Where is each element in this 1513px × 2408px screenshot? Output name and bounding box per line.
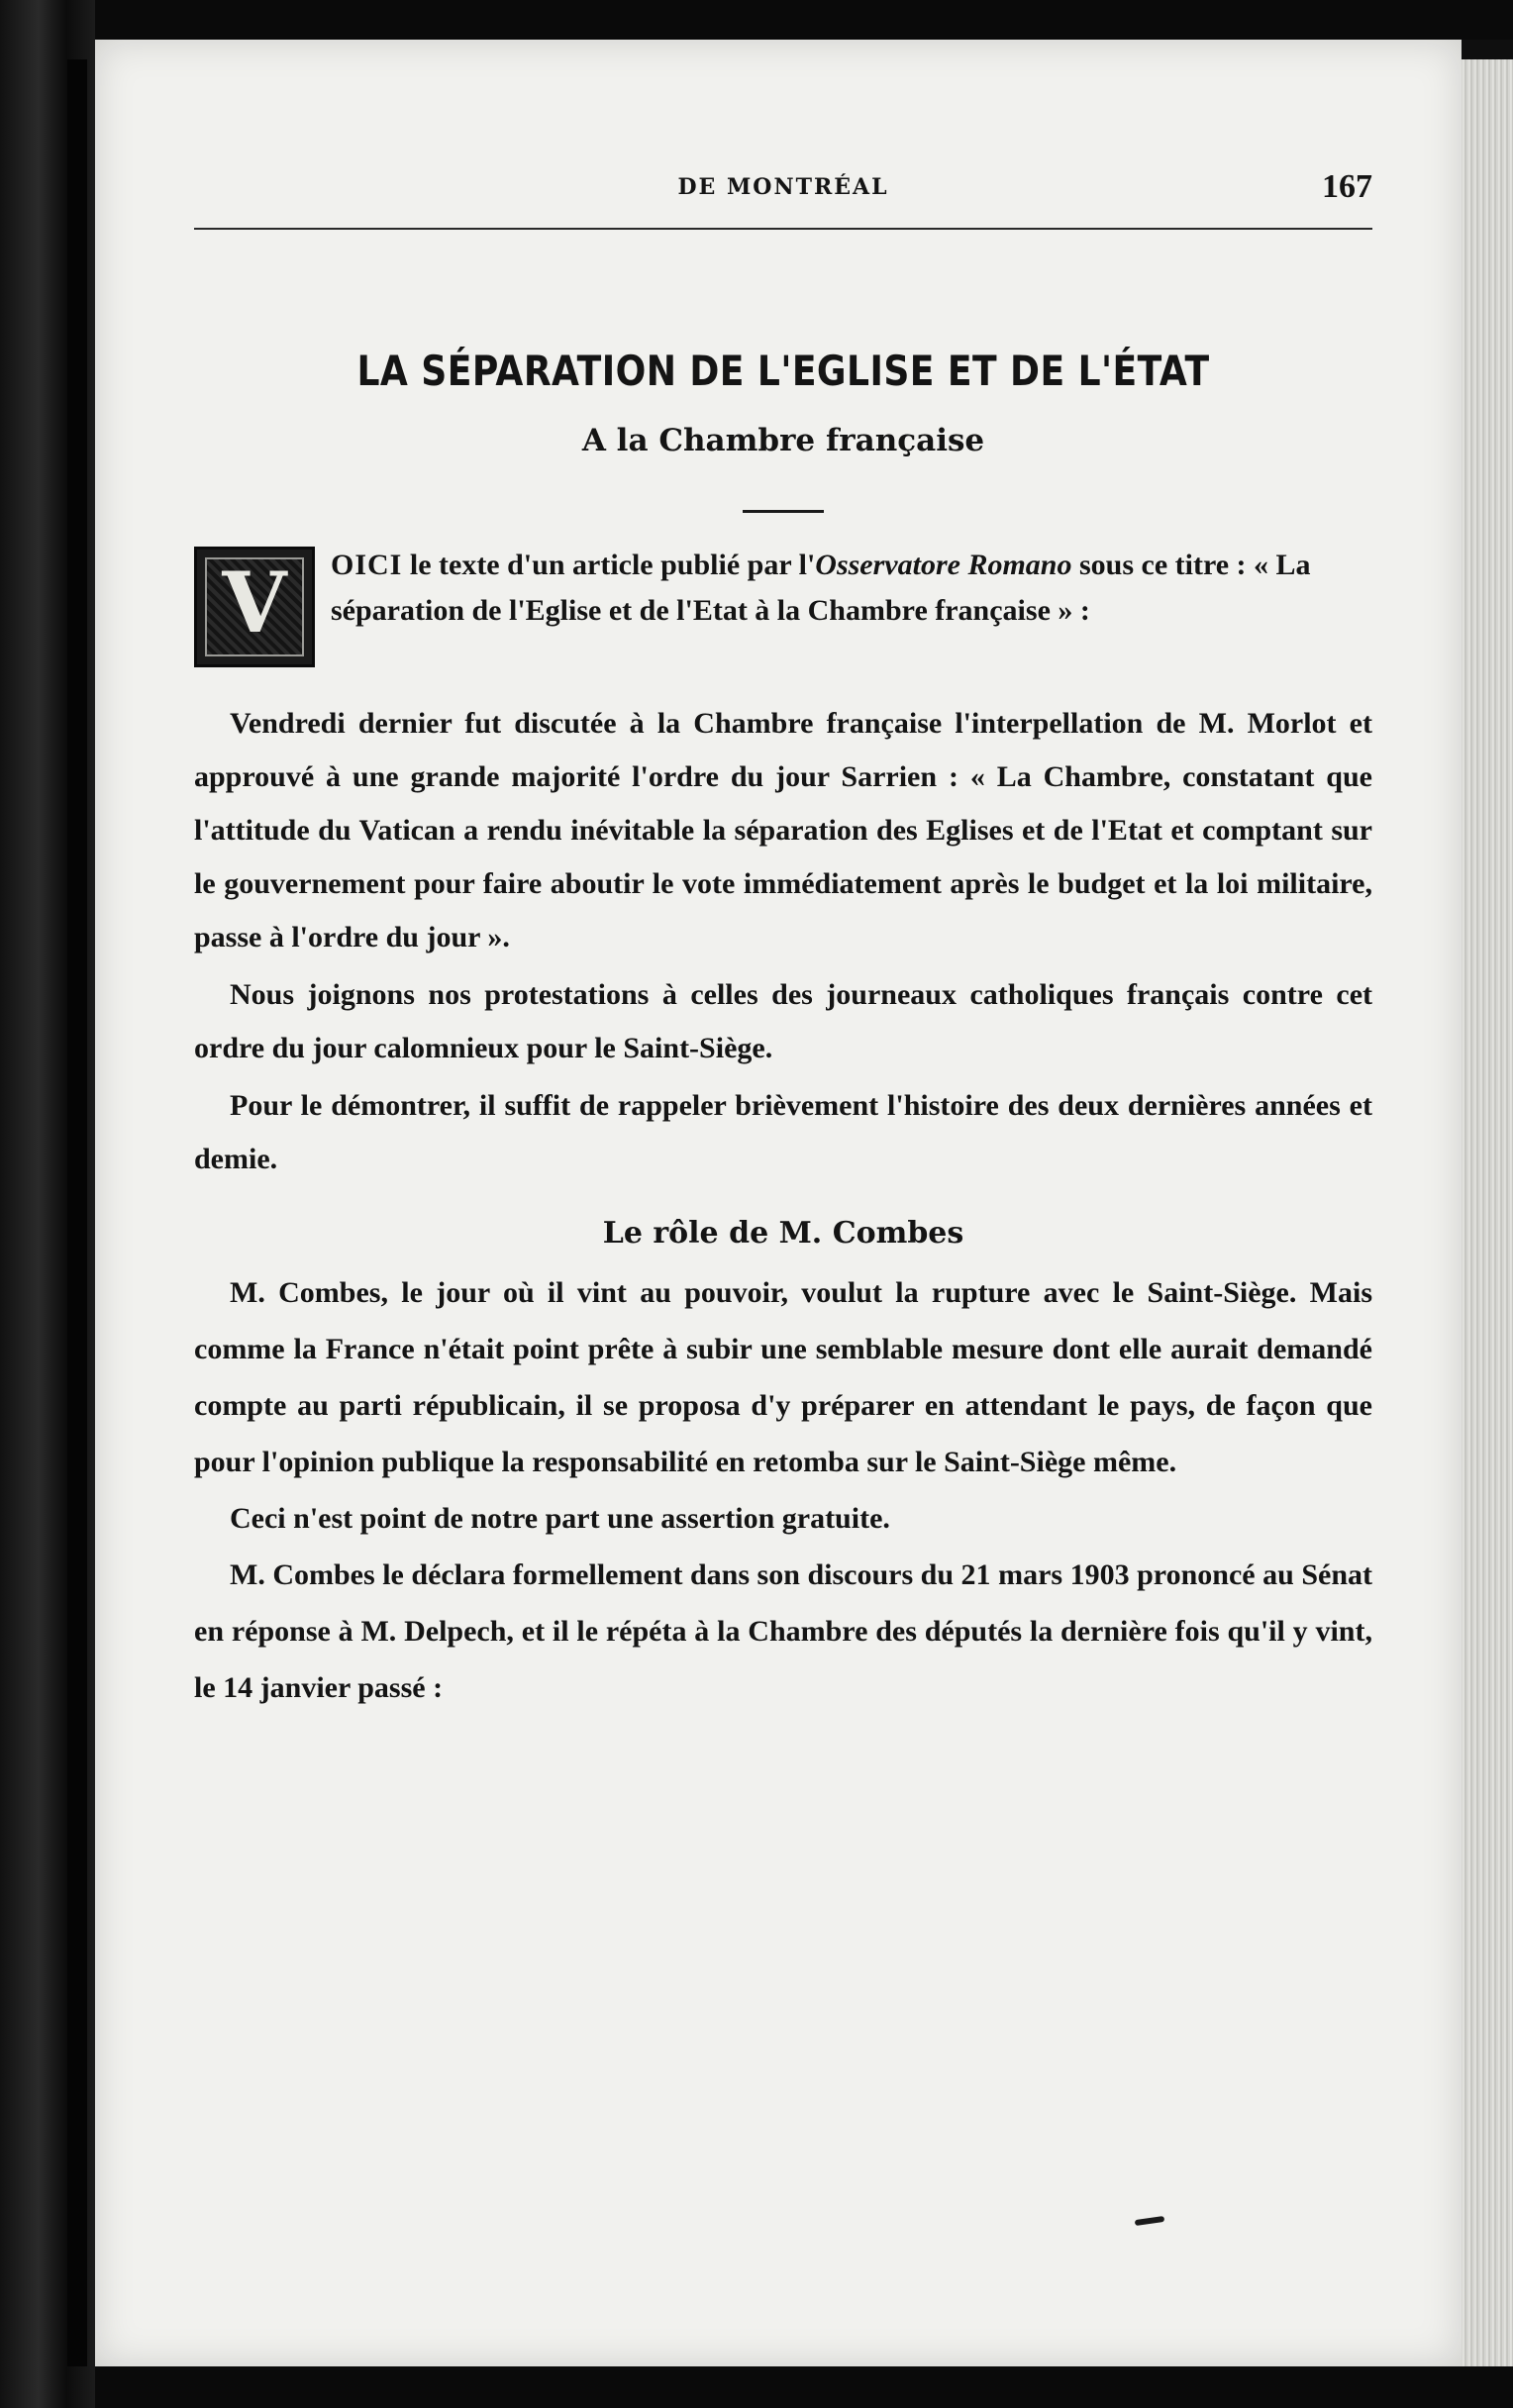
page-stack-edge bbox=[1462, 59, 1513, 2366]
intro-paragraph bbox=[194, 543, 1372, 669]
title-divider bbox=[743, 510, 824, 513]
paragraph-vendredi: Vendredi dernier fut discutée à la Chambre française l'interpellation de M. Morlot et approuvé à une grande majorité l'ordre du jour Sarrien : « La Chambre, constatant que l'attitude du Vatican a rendu inévitable la séparation des Eglises et de l'Etat et comptant sur le gouvernement pour faire aboutir le vote immédiatement après le budget et la loi militaire, passe à l'ordre du jour ». bbox=[194, 707, 1372, 953]
running-head bbox=[194, 168, 1372, 230]
page-number: 167 bbox=[1322, 168, 1372, 205]
paragraph-protestations: Nous joignons nos protestations à celles des journeaux catholiques français contre cet ordre du jour calomnieux pour le Saint-Siège. bbox=[194, 978, 1372, 1064]
intro-text bbox=[331, 543, 1372, 634]
newspaper-name: Osservatore Romano bbox=[815, 549, 1072, 581]
scan-bottom-border bbox=[95, 2366, 1513, 2408]
article-subtitle: A la Chambre française bbox=[581, 423, 985, 458]
scan-top-border bbox=[95, 0, 1513, 40]
ink-mark bbox=[1135, 2216, 1165, 2226]
paragraph-demontrer: Pour le démontrer, il suffit de rappeler brièvement l'histoire des deux dernières années et demie. bbox=[194, 1089, 1372, 1175]
page-content bbox=[194, 168, 1372, 1716]
dropcap-letter: V bbox=[222, 553, 287, 652]
binding-spine bbox=[67, 59, 87, 2366]
intro-text-end: sous ce titre : « La séparation de l'Eglise et de l'Etat à la Chambre française » : bbox=[331, 549, 1311, 627]
article-title: LA SÉPARATION DE L'EGLISE ET DE L'ÉTAT bbox=[356, 347, 1210, 395]
intro-capitals: OICI bbox=[331, 549, 403, 581]
paragraph-combes-pouvoir: M. Combes, le jour où il vint au pouvoir, voulut la rupture avec le Saint-Siège. Mais comme la France n'était point prête à subir une semblable mesure dont elle aurait demandé compte au parti républicain, il se proposa d'y préparer en attendant le pays, de façon que pour l'opinion publique la responsabilité en retomba sur le Saint-Siège même. bbox=[194, 1276, 1372, 1478]
book-page bbox=[95, 40, 1462, 2366]
running-head-section: DE MONTRÉAL bbox=[677, 174, 889, 200]
paragraph-discours: M. Combes le déclara formellement dans son discours du 21 mars 1903 prononcé au Sénat en réponse à M. Delpech, et il le répéta à la Chambre des députés la dernière fois qu'il y vint, le 14 janvier passé : bbox=[194, 1558, 1372, 1704]
book-binding bbox=[0, 0, 95, 2408]
ornamental-dropcap bbox=[194, 547, 315, 667]
section-heading: Le rôle de M. Combes bbox=[602, 1216, 964, 1251]
paragraph-assertion: Ceci n'est point de notre part une assertion gratuite. bbox=[230, 1502, 890, 1535]
intro-text-start: le texte d'un article publié par l' bbox=[402, 549, 816, 581]
